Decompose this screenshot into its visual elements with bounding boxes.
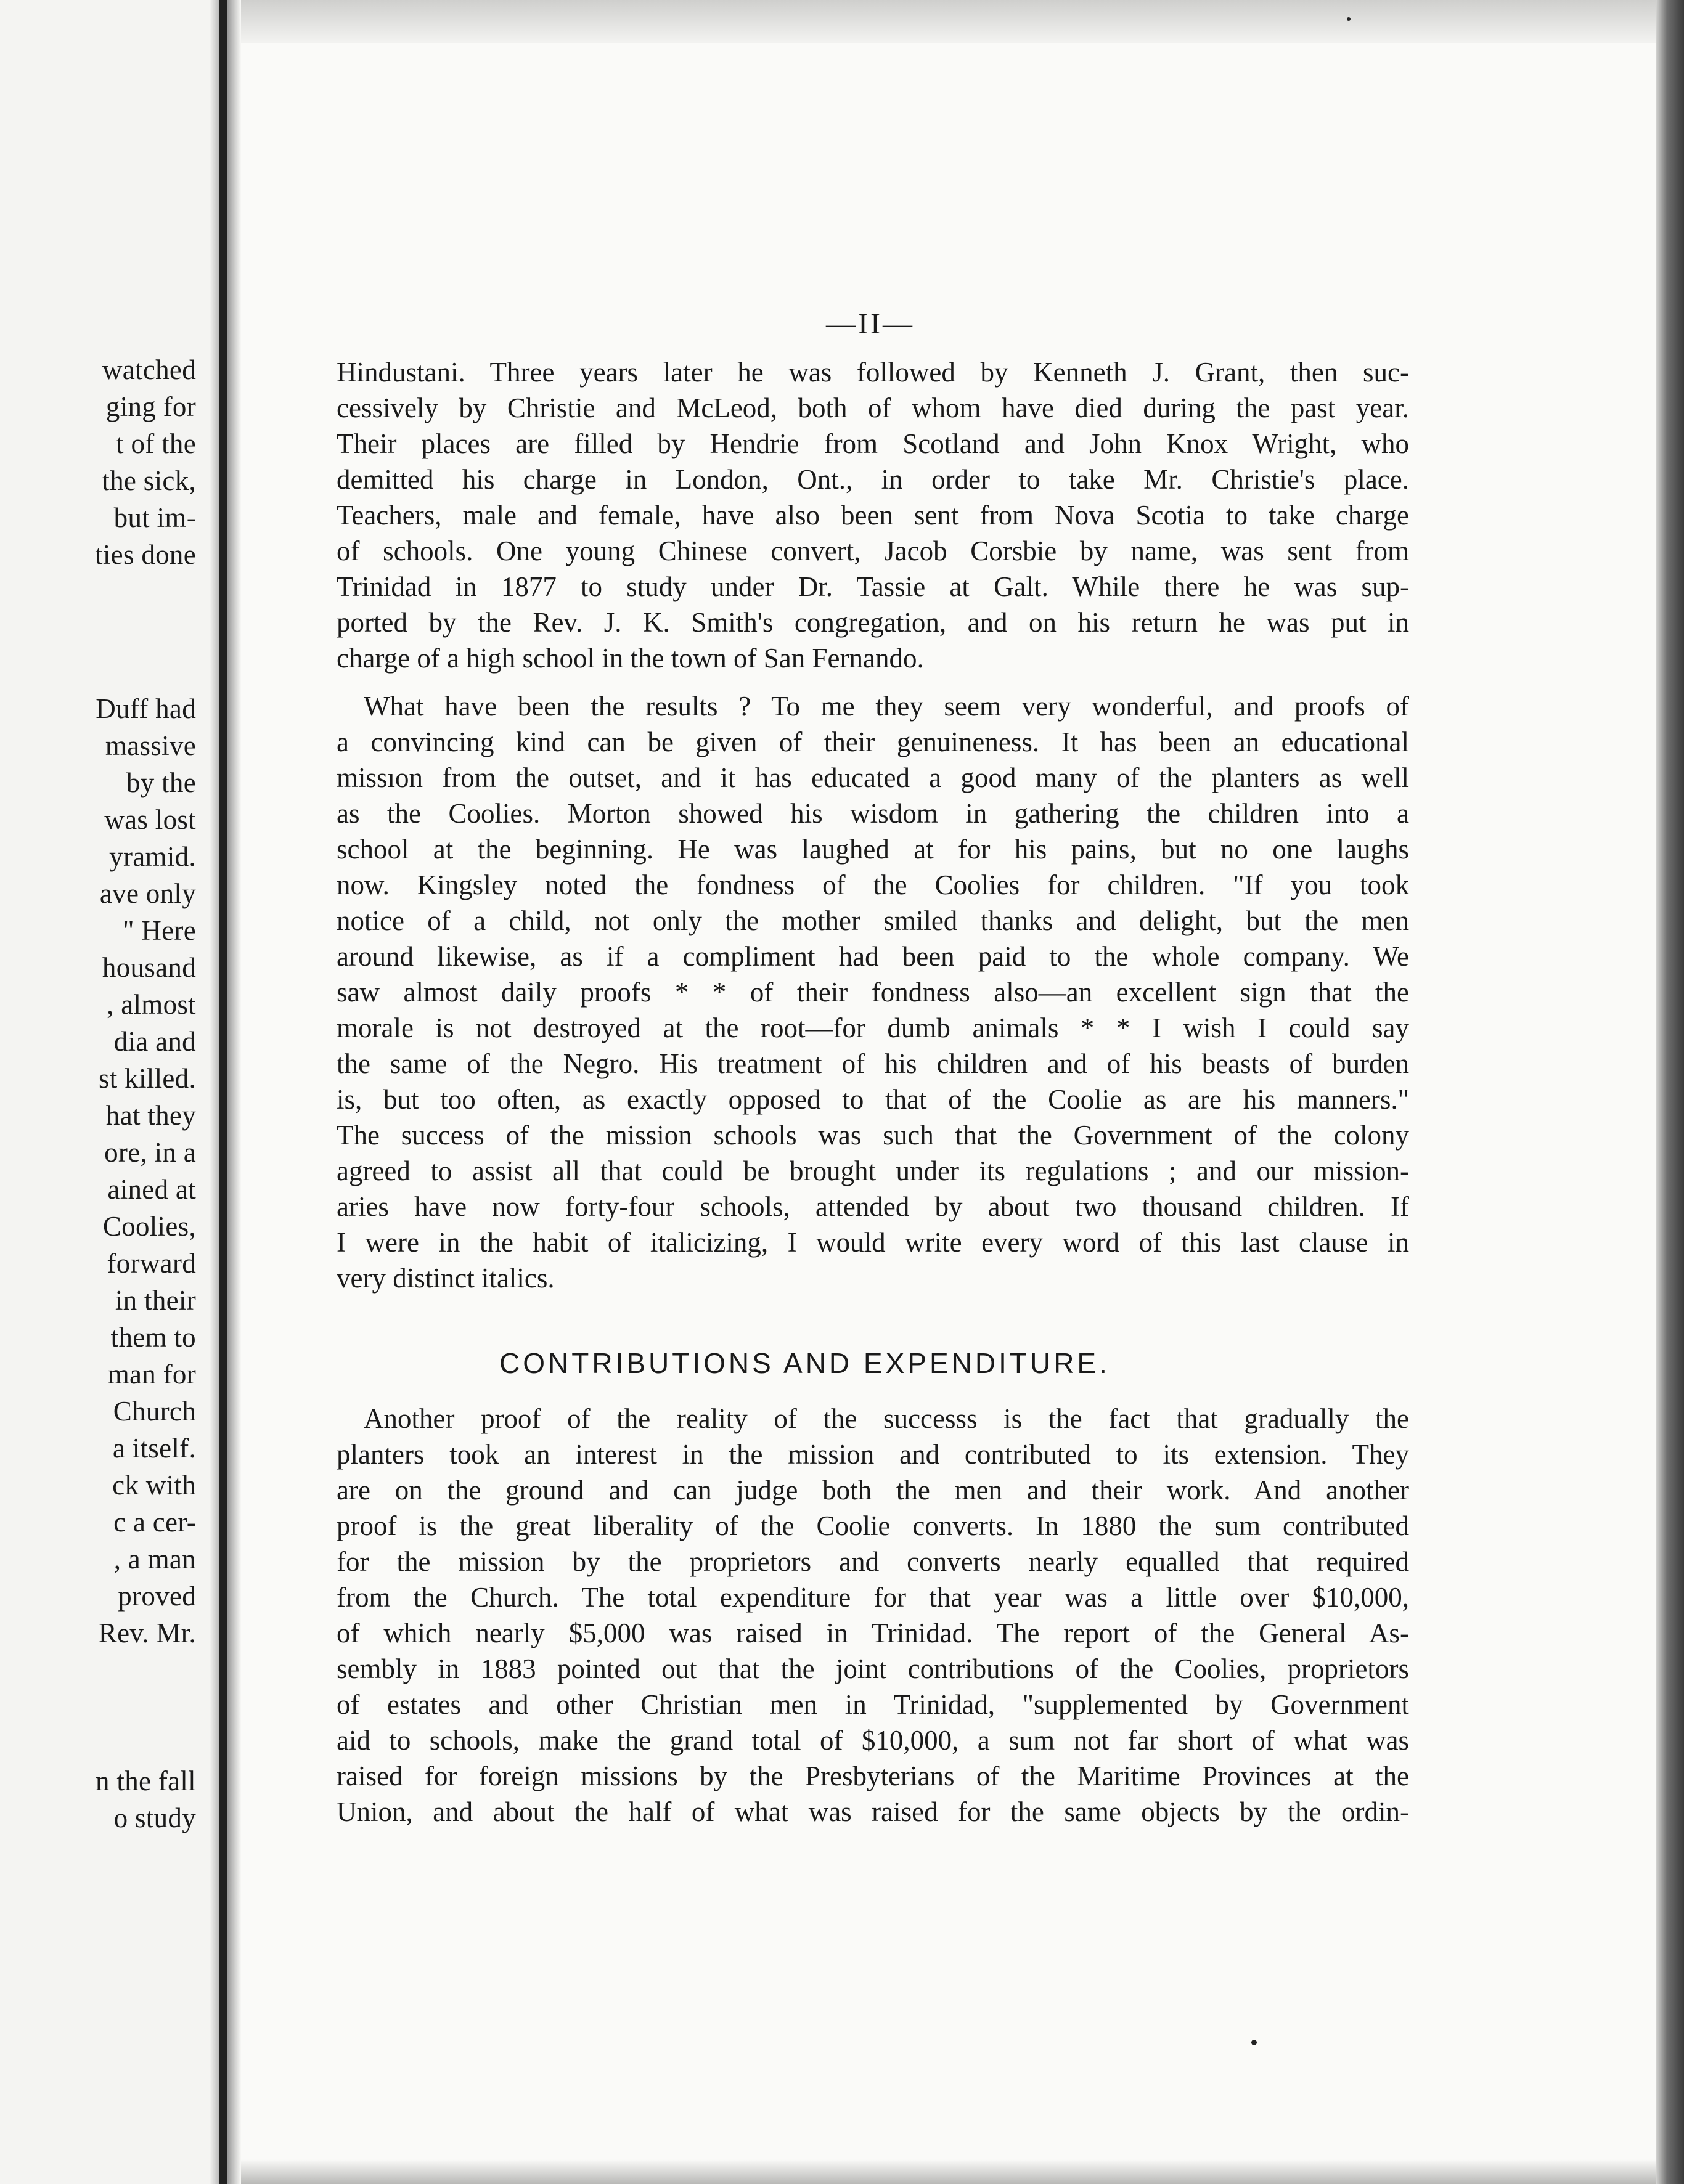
paragraph-1-line: charge of a high school in the town of San Fernando. bbox=[337, 643, 924, 674]
left-page-line: proved bbox=[118, 1581, 196, 1612]
left-page-line: ave only bbox=[99, 878, 196, 909]
book-gutter bbox=[219, 0, 227, 2184]
left-page-line: a itself. bbox=[112, 1433, 196, 1464]
book-gutter-edge bbox=[210, 0, 219, 2184]
left-page-line: c a cer- bbox=[113, 1507, 196, 1538]
paragraph-1-line: Their places are filled by Hendrie from Scotland and John Knox Wright, who bbox=[337, 428, 1409, 459]
paragraph-2-line: the same of the Negro. His treatment of his children and of his beasts of burden bbox=[337, 1048, 1409, 1079]
left-page-line: o study bbox=[113, 1803, 196, 1833]
left-page-line: ore, in a bbox=[104, 1137, 196, 1168]
left-page-line: Coolies, bbox=[102, 1211, 196, 1242]
left-page-line: watched bbox=[102, 354, 196, 385]
paragraph-1-line: demitted his charge in London, Ont., in order to take Mr. Christie's place. bbox=[337, 464, 1409, 495]
paragraph-2-line: The success of the mission schools was such that the Government of the colony bbox=[337, 1120, 1409, 1151]
paragraph-2-line: saw almost daily proofs * * of their fondness also—an excellent sign that the bbox=[337, 977, 1409, 1008]
left-page-line: ging for bbox=[105, 391, 196, 422]
left-page-line: hat they bbox=[105, 1100, 196, 1131]
left-page-line: , a man bbox=[113, 1544, 196, 1575]
paragraph-2-line: as the Coolies. Morton showed his wisdom in gathering the children into a bbox=[337, 798, 1409, 829]
left-page-line: n the fall bbox=[96, 1766, 196, 1796]
paragraph-2-line: What have been the results ? To me they seem very wonderful, and proofs of bbox=[364, 691, 1409, 722]
left-page-line: man for bbox=[107, 1359, 196, 1390]
paragraph-3-line: aid to schools, make the grand total of $10,000, a sum not far short of what was bbox=[337, 1725, 1409, 1756]
paragraph-2-line: very distinct italics. bbox=[337, 1263, 555, 1294]
paragraph-3-line: sembly in 1883 pointed out that the joint contributions of the Coolies, proprietors bbox=[337, 1653, 1409, 1684]
left-page-line: ained at bbox=[107, 1174, 196, 1205]
left-page-line: but im- bbox=[113, 502, 196, 533]
paragraph-2-line: a convincing kind can be given of their genuineness. It has been an educational bbox=[337, 727, 1409, 757]
paragraph-2-line: I were in the habit of italicizing, I would write every word of this last clause in bbox=[337, 1227, 1409, 1258]
left-page-line: in their bbox=[115, 1285, 196, 1316]
paragraph-2-line: agreed to assist all that could be brought under its regulations ; and our mission- bbox=[337, 1155, 1409, 1186]
left-page-line: yramid. bbox=[109, 841, 196, 872]
paragraph-3-line: of estates and other Christian men in Trinidad, "supplemented by Government bbox=[337, 1689, 1409, 1720]
left-page-line: t of the bbox=[116, 428, 196, 459]
left-page-line: Duff had bbox=[96, 693, 196, 724]
paragraph-3-line: from the Church. The total expenditure for that year was a little over $10,000, bbox=[337, 1582, 1409, 1613]
paragraph-1-line: Trinidad in 1877 to study under Dr. Tassie at Galt. While there he was sup- bbox=[337, 571, 1409, 602]
paragraph-3-line: are on the ground and can judge both the men and their work. And another bbox=[337, 1475, 1409, 1506]
left-page-line: Rev. Mr. bbox=[98, 1618, 196, 1648]
paragraph-3-line: planters took an interest in the mission and contributed to its extension. They bbox=[337, 1439, 1409, 1470]
left-page-line: the sick, bbox=[102, 465, 196, 496]
paragraph-1-line: cessively by Christie and McLeod, both of whom have died during the past year. bbox=[337, 393, 1409, 423]
left-page-line: housand bbox=[102, 952, 196, 983]
paragraph-2-line: now. Kingsley noted the fondness of the Coolies for children. "If you took bbox=[337, 870, 1409, 900]
left-page-line: " Here bbox=[123, 915, 196, 946]
paragraph-3-line: proof is the great liberality of the Coolie converts. In 1880 the sum contributed bbox=[337, 1510, 1409, 1541]
paragraph-1-line: Hindustani. Three years later he was followed by Kenneth J. Grant, then suc- bbox=[337, 357, 1409, 388]
left-page-line: ck with bbox=[112, 1470, 196, 1501]
left-page-line: st killed. bbox=[99, 1063, 196, 1094]
paragraph-1-line: Teachers, male and female, have also been sent from Nova Scotia to take charge bbox=[337, 500, 1409, 531]
left-page-line: forward bbox=[107, 1248, 196, 1279]
paragraph-2-line: morale is not destroyed at the root—for dumb animals * * I wish I could say bbox=[337, 1013, 1409, 1043]
paragraph-3-line: Another proof of the reality of the successs is the fact that gradually the bbox=[364, 1403, 1409, 1434]
paragraph-3-line: Union, and about the half of what was raised for the same objects by the ordin- bbox=[337, 1796, 1409, 1827]
paragraph-3-line: raised for foreign missions by the Presbyterians of the Maritime Provinces at the bbox=[337, 1761, 1409, 1791]
left-page-line: them to bbox=[110, 1322, 196, 1353]
left-page-fragment bbox=[0, 0, 210, 2184]
paragraph-3-line: for the mission by the proprietors and converts nearly equalled that required bbox=[337, 1546, 1409, 1577]
paragraph-2-line: missıon from the outset, and it has educated a good many of the planters as well bbox=[337, 762, 1409, 793]
paragraph-2-line: school at the beginning. He was laughed at for his pains, but no one laughs bbox=[337, 834, 1409, 865]
left-page-line: was lost bbox=[104, 804, 196, 835]
left-page-line: , almost bbox=[107, 989, 196, 1020]
paragraph-1-line: of schools. One young Chinese convert, Jacob Corsbie by name, was sent from bbox=[337, 536, 1409, 566]
left-page-line: ties done bbox=[95, 539, 196, 570]
page-bottom-edge bbox=[241, 2159, 1656, 2184]
paragraph-2-line: notice of a child, not only the mother smiled thanks and delight, but the men bbox=[337, 905, 1409, 936]
left-page-line: by the bbox=[126, 767, 196, 798]
paragraph-2-line: aries have now forty-four schools, attended by about two thousand children. If bbox=[337, 1191, 1409, 1222]
page-right-edge bbox=[1656, 0, 1684, 2184]
paragraph-2-line: is, but too often, as exactly opposed to that of the Coolie as are his manners." bbox=[337, 1084, 1409, 1115]
ink-speck bbox=[1347, 17, 1351, 21]
page-number: —II— bbox=[826, 308, 915, 340]
ink-speck bbox=[1251, 2040, 1257, 2045]
left-page-line: dia and bbox=[113, 1026, 196, 1057]
page-top-edge bbox=[241, 0, 1656, 43]
paragraph-3-line: of which nearly $5,000 was raised in Trinidad. The report of the General As- bbox=[337, 1618, 1409, 1648]
left-page-line: massive bbox=[105, 730, 196, 761]
left-page-line: Church bbox=[113, 1396, 196, 1427]
paragraph-2-line: around likewise, as if a compliment had been paid to the whole company. We bbox=[337, 941, 1409, 972]
gutter-shadow bbox=[227, 0, 241, 2184]
paragraph-1-line: ported by the Rev. J. K. Smith's congregation, and on his return he was put in bbox=[337, 607, 1409, 638]
section-heading: CONTRIBUTIONS AND EXPENDITURE. bbox=[499, 1347, 1110, 1379]
